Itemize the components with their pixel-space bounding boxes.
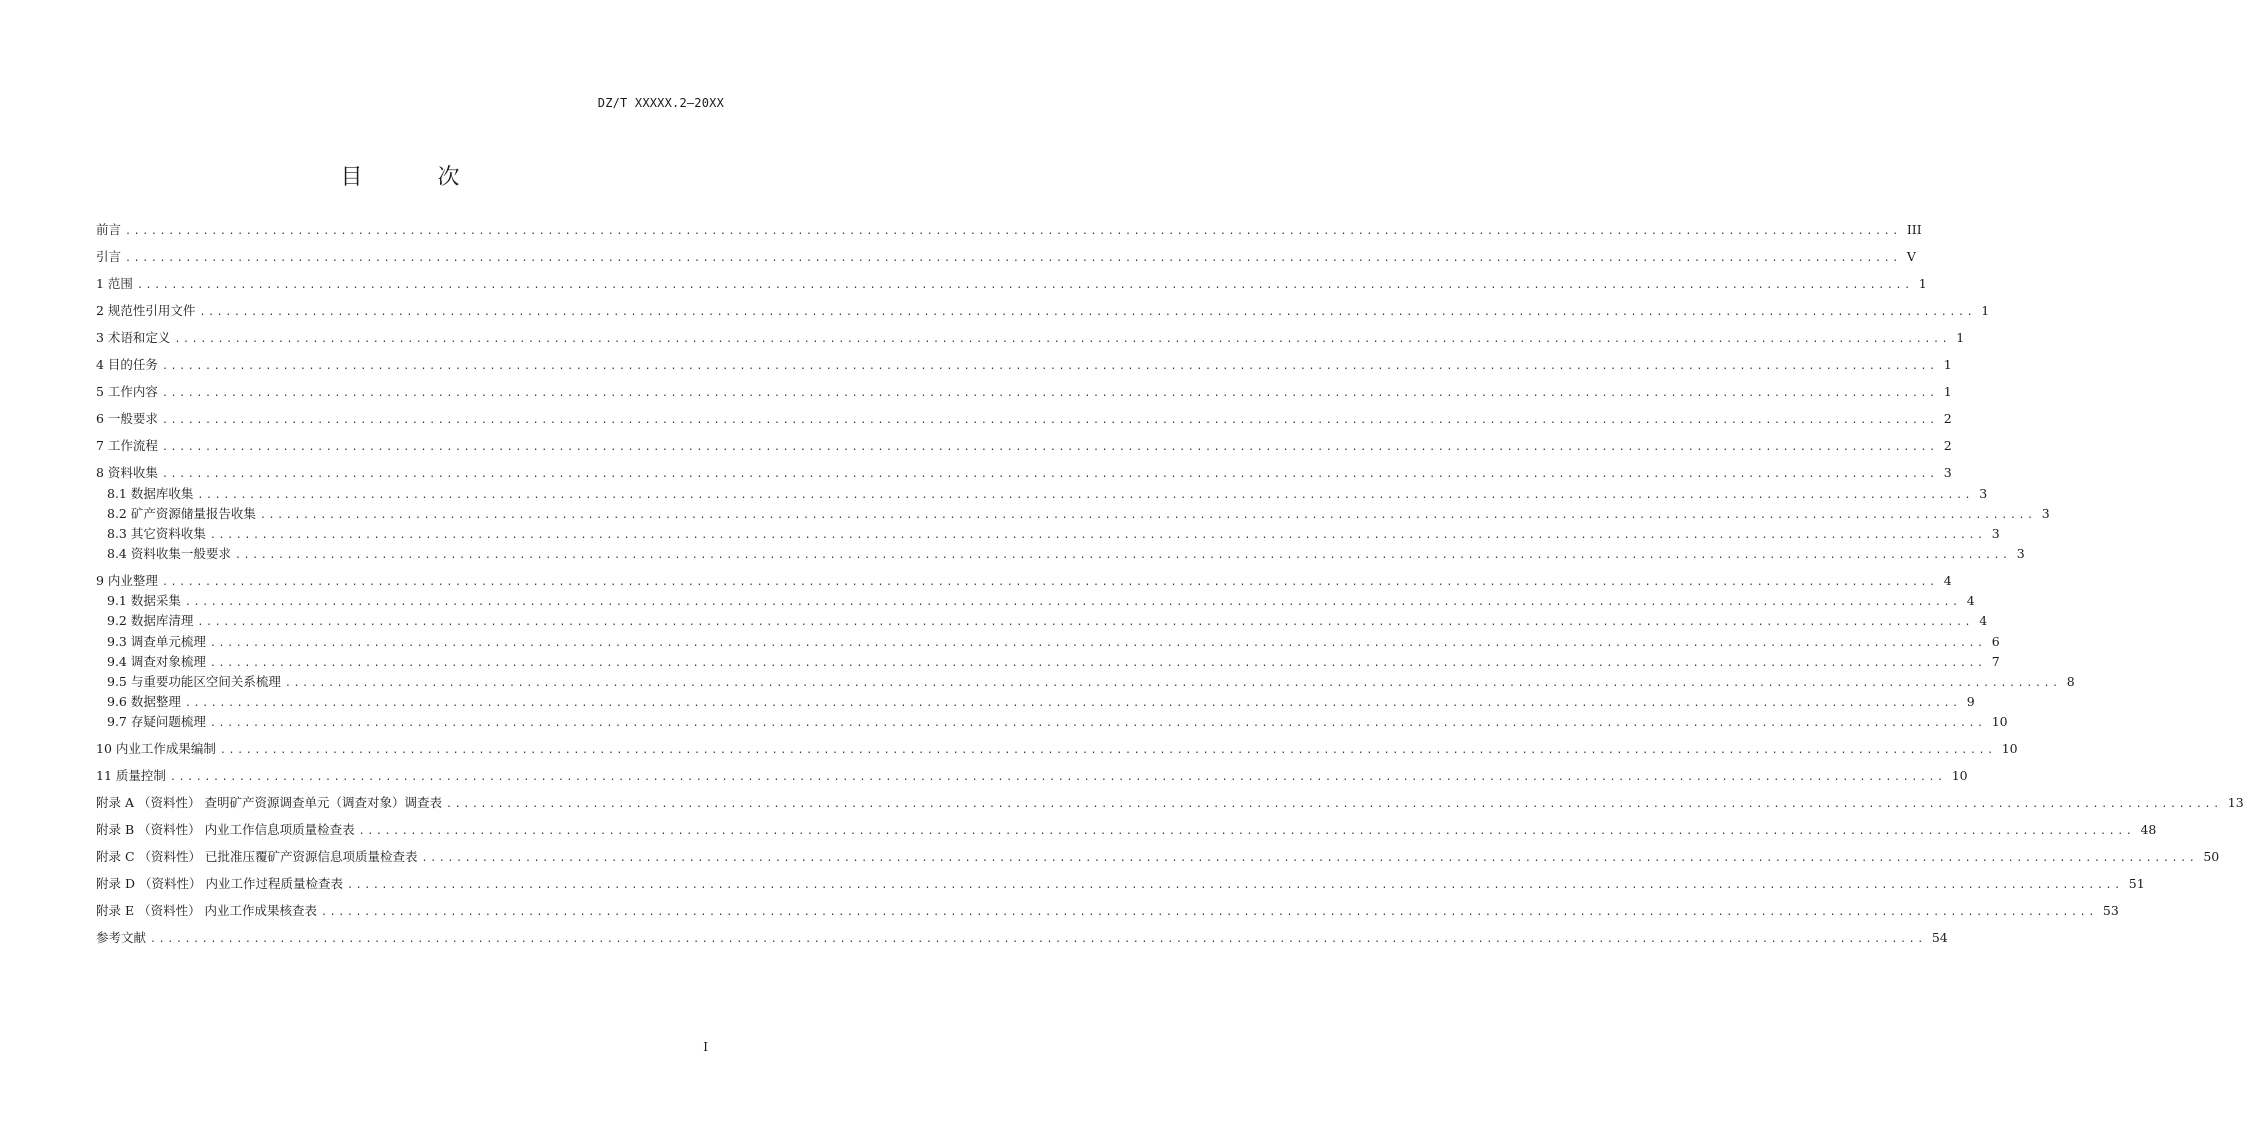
dot-leader: .............................................................................................................................................................................................................. [161,442,1938,453]
dot-leader: .............................................................................................................................................................................................................. [161,577,1938,588]
dot-leader: .............................................................................................................................................................................................................. [150,934,1926,945]
toc-entry[interactable] [96,410,1952,428]
toc-entry-page: 1 [1956,330,1965,345]
toc-entry-page: 13 [2227,795,2244,810]
toc-entry-label: 3 术语和定义 [96,330,171,345]
toc-subentry[interactable] [96,485,1988,503]
footer-page-number: I [703,1040,708,1054]
toc-entry-label: 8.1 数据库收集 [107,486,194,501]
toc-entry[interactable] [96,821,2157,839]
dot-leader: .............................................................................................................................................................................................................. [209,638,1986,649]
dot-leader: .............................................................................................................................................................................................................. [184,597,1961,608]
toc-entry-label: 10 内业工作成果编制 [96,741,216,756]
dot-leader: .............................................................................................................................................................................................................. [209,718,1986,729]
toc-entry-label: 9.7 存疑问题梳理 [107,714,206,729]
toc-entry-label: 6 一般要求 [96,411,158,426]
dot-leader: .............................................................................................................................................................................................................. [421,853,2198,864]
dot-leader: .............................................................................................................................................................................................................. [321,907,2097,918]
toc-entry-label: 11 质量控制 [96,768,166,783]
toc-entry[interactable] [96,221,1922,239]
toc-entry-label: 9.2 数据库清理 [107,613,194,628]
toc-entry-page: 3 [1943,465,1952,480]
dot-leader: .............................................................................................................................................................................................................. [197,490,1974,501]
dot-leader: .............................................................................................................................................................................................................. [174,334,1951,345]
toc-entry[interactable] [96,794,2244,812]
toc-entry-page: V [1906,249,1916,264]
dot-leader: .............................................................................................................................................................................................................. [284,678,2061,689]
dot-leader: .............................................................................................................................................................................................................. [445,799,2222,810]
toc-entry-page: III [1906,222,1922,237]
toc-subentry[interactable] [96,525,2000,543]
dot-leader: .............................................................................................................................................................................................................. [169,772,1946,783]
dot-leader: .............................................................................................................................................................................................................. [199,307,1976,318]
toc-entry-label: 9.4 调查对象梳理 [107,654,206,669]
toc-subentry[interactable] [96,653,2000,671]
toc-entry-label: 9.5 与重要功能区空间关系梳理 [107,674,281,689]
toc-entry-label: 8.4 资料收集一般要求 [107,546,231,561]
toc-entry-page: 51 [2128,876,2145,891]
page-title: 目 次 [340,165,494,190]
toc-entry[interactable] [96,464,1952,482]
toc-entry[interactable] [96,740,2018,758]
toc-entry-label: 8 资料收集 [96,465,158,480]
dot-leader: .............................................................................................................................................................................................................. [125,253,1901,264]
dot-leader: .............................................................................................................................................................................................................. [358,826,2135,837]
toc-entry-label: 附录 E （资料性） 内业工作成果核查表 [96,903,318,918]
toc-entry[interactable] [96,275,1927,293]
toc-entry-label: 附录 A （资料性） 查明矿产资源调查单元（调查对象）调查表 [96,795,442,810]
toc-entry-label: 1 范围 [96,276,133,291]
toc-entry[interactable] [96,572,1952,590]
toc-entry[interactable] [96,248,1916,266]
toc-entry-label: 7 工作流程 [96,438,158,453]
toc-entry-page: 50 [2203,849,2220,864]
toc-entry-page: 10 [1951,768,1968,783]
toc-entry-label: 8.2 矿产资源储量报告收集 [107,506,256,521]
toc-entry[interactable] [96,329,1965,347]
toc-entry-label: 前言 [96,222,122,237]
toc-entry-page: 6 [1991,634,2000,649]
toc-subentry[interactable] [96,505,2050,523]
toc-subentry[interactable] [96,612,1988,630]
toc-entry-label: 5 工作内容 [96,384,158,399]
dot-leader: .............................................................................................................................................................................................................. [346,880,2123,891]
toc-entry[interactable] [96,848,2220,866]
toc-entry-page: 4 [1966,593,1975,608]
toc-subentry[interactable] [96,673,2075,691]
toc-entry-label: 附录 B （资料性） 内业工作信息项质量检查表 [96,822,355,837]
toc-entry[interactable] [96,383,1952,401]
toc-entry-page: 1 [1943,357,1952,372]
toc-entry-page: 9 [1966,694,1975,709]
dot-leader: .............................................................................................................................................................................................................. [209,658,1986,669]
toc-entry-label: 附录 C （资料性） 已批准压覆矿产资源信息项质量检查表 [96,849,418,864]
toc-entry-label: 引言 [96,249,122,264]
toc-entry-label: 参考文献 [96,930,147,945]
toc-entry-page: 1 [1943,384,1952,399]
toc-entry-label: 4 目的任务 [96,357,158,372]
toc-entry[interactable] [96,356,1952,374]
dot-leader: .............................................................................................................................................................................................................. [209,530,1986,541]
toc-subentry[interactable] [96,693,1975,711]
toc-entry-page: 7 [1991,654,2000,669]
toc-entry-page: 2 [1943,438,1952,453]
toc-entry-page: 53 [2102,903,2119,918]
toc-entry-page: 48 [2140,822,2157,837]
dot-leader: .............................................................................................................................................................................................................. [161,415,1938,426]
toc-entry[interactable] [96,437,1952,455]
toc-entry[interactable] [96,767,1968,785]
toc-entry-page: 4 [1943,573,1952,588]
toc-entry-label: 8.3 其它资料收集 [107,526,206,541]
toc-entry-page: 1 [1981,303,1990,318]
toc-entry-label: 9.3 调查单元梳理 [107,634,206,649]
toc-entry-page: 10 [1991,714,2008,729]
toc-entry[interactable] [96,902,2119,920]
toc-entry[interactable] [96,929,1948,947]
toc-entry-page: 3 [2016,546,2025,561]
dot-leader: .............................................................................................................................................................................................................. [136,280,1913,291]
toc-subentry[interactable] [96,633,2000,651]
toc-entry-page: 10 [2001,741,2018,756]
toc-subentry[interactable] [96,592,1975,610]
toc-entry-page: 3 [2041,506,2050,521]
dot-leader: .............................................................................................................................................................................................................. [184,698,1961,709]
dot-leader: .............................................................................................................................................................................................................. [259,510,2036,521]
toc-entry[interactable] [96,875,2145,893]
toc-entry-label: 2 规范性引用文件 [96,303,196,318]
dot-leader: .............................................................................................................................................................................................................. [219,745,1996,756]
toc-entry-label: 附录 D （资料性） 内业工作过程质量检查表 [96,876,343,891]
toc-entry-page: 4 [1979,613,1988,628]
toc-entry-page: 54 [1931,930,1948,945]
document-code: DZ/T XXXXX.2—20XX [597,96,724,110]
dot-leader: .............................................................................................................................................................................................................. [161,388,1938,399]
dot-leader: .............................................................................................................................................................................................................. [161,361,1938,372]
dot-leader: .............................................................................................................................................................................................................. [125,226,1901,237]
dot-leader: .............................................................................................................................................................................................................. [197,617,1974,628]
toc-entry-label: 9.6 数据整理 [107,694,181,709]
toc-entry-page: 8 [2066,674,2075,689]
toc-entry-page: 3 [1979,486,1988,501]
toc-entry-label: 9 内业整理 [96,573,158,588]
dot-leader: .............................................................................................................................................................................................................. [234,550,2011,561]
toc-entry-page: 1 [1918,276,1927,291]
toc-entry-page: 2 [1943,411,1952,426]
toc-entry[interactable] [96,302,1990,320]
toc-entry-label: 9.1 数据采集 [107,593,181,608]
toc-entry-page: 3 [1991,526,2000,541]
toc-subentry[interactable] [96,713,2008,731]
toc-subentry[interactable] [96,545,2025,563]
dot-leader: .............................................................................................................................................................................................................. [161,469,1938,480]
